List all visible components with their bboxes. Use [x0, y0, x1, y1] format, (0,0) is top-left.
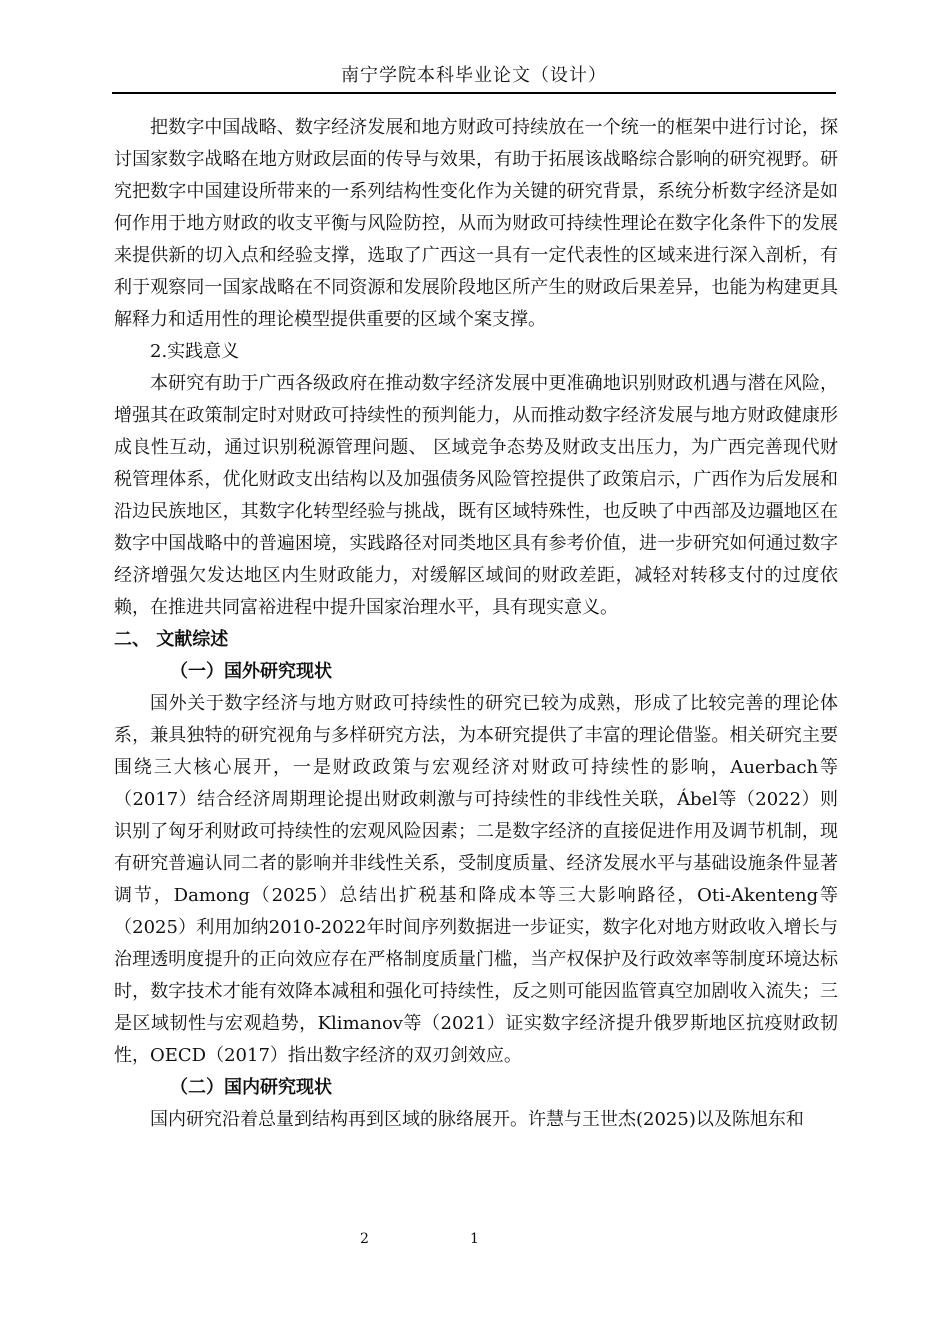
- paragraph-domestic-research: 国内研究沿着总量到结构再到区域的脉络展开。许慧与王世杰(2025)以及陈旭东和: [150, 1109, 804, 1130]
- page-body: [114, 112, 838, 1136]
- footer-page-number-left: 2: [360, 1231, 369, 1247]
- paragraph-theoretical-significance: 把数字中国战略、数字经济发展和地方财政可持续放在一个统一的框架中进行讨论，探讨国家数字战略在地方财政层面的传导与效果，有助于拓展该战略综合影响的研究视野。研究把数字中国建设所带来的一系列结构性变化作为关键的研究背景，系统分析数字经济是如何作用于地方财政的收支平衡与风险防控，从而为财政可持续性理论在数字化条件下的发展来提供新的切入点和经验支撑，选取了广西这一具有一定代表性的区域来进行深入剖析，有利于观察同一国家战略在不同资源和发展阶段地区所产生的财政后果差异，也能为构建更具解释力和适用性的理论模型提供重要的区域个案支撑。: [114, 117, 838, 330]
- page-header-title: 南宁学院本科毕业论文（设计）: [341, 65, 607, 86]
- subheading-practical-significance: 2.实践意义: [150, 341, 240, 362]
- paragraph-practical-significance: 本研究有助于广西各级政府在推动数字经济发展中更准确地识别财政机遇与潜在风险，增强其在政策制定时对财政可持续性的预判能力，从而推动数字经济发展与地方财政健康形成良性互动，通过识别税源管理问题、 区域竞争态势及财政支出压力，为广西完善现代财税管理体系，优化财政支出结构以及加强债务风险管控提供了政策启示，广西作为后发展和沿边民族地区，其数字化转型经验与挑战，既有区域特殊性，也反映了中西部及边疆地区在数字中国战略中的普遍困境，实践路径对同类地区具有参考价值，进一步研究如何通过数字经济增强欠发达地区内生财政能力，对缓解区域间的财政差距，减轻对转移支付的过度依赖，在推进共同富裕进程中提升国家治理水平，具有现实意义。: [114, 373, 838, 618]
- paragraph-foreign-research: 国外关于数字经济与地方财政可持续性的研究已较为成熟，形成了比较完善的理论体系，兼具独特的研究视角与多样研究方法，为本研究提供了丰富的理论借鉴。相关研究主要围绕三大核心展开，一是财政政策与宏观经济对财政可持续性的影响，Auerbach等（2017）结合经济周期理论提出财政刺激与可持续性的非线性关联，Ábel等（2022）则识别了匈牙利财政可持续性的宏观风险因素；二是数字经济的直接促进作用及调节机制，现有研究普遍认同二者的影响并非线性关系，受制度质量、经济发展水平与基础设施条件显著调节，Damong（2025）总结出扩税基和降成本等三大影响路径，Oti-Akenteng等（2025）利用加纳2010-2022年时间序列数据进一步证实，数字化对地方财政收入增长与治理透明度提升的正向效应存在严格制度质量门槛，当产权保护及行政效率等制度环境达标时，数字技术才能有效降本减租和强化可持续性，反之则可能因监管真空加剧收入流失；三是区域韧性与宏观趋势，Klimanov等（2021）证实数字经济提升俄罗斯地区抗疫财政韧性，OECD（2017）指出数字经济的双刃剑效应。: [114, 693, 838, 1066]
- subsection-heading-domestic-research: （二）国内研究现状: [170, 1077, 332, 1098]
- footer-page-number-right: 1: [470, 1231, 479, 1247]
- header-divider: [112, 92, 836, 94]
- section-heading-literature-review: 二、 文献综述: [114, 629, 229, 650]
- subsection-heading-foreign-research: （一）国外研究现状: [170, 661, 332, 682]
